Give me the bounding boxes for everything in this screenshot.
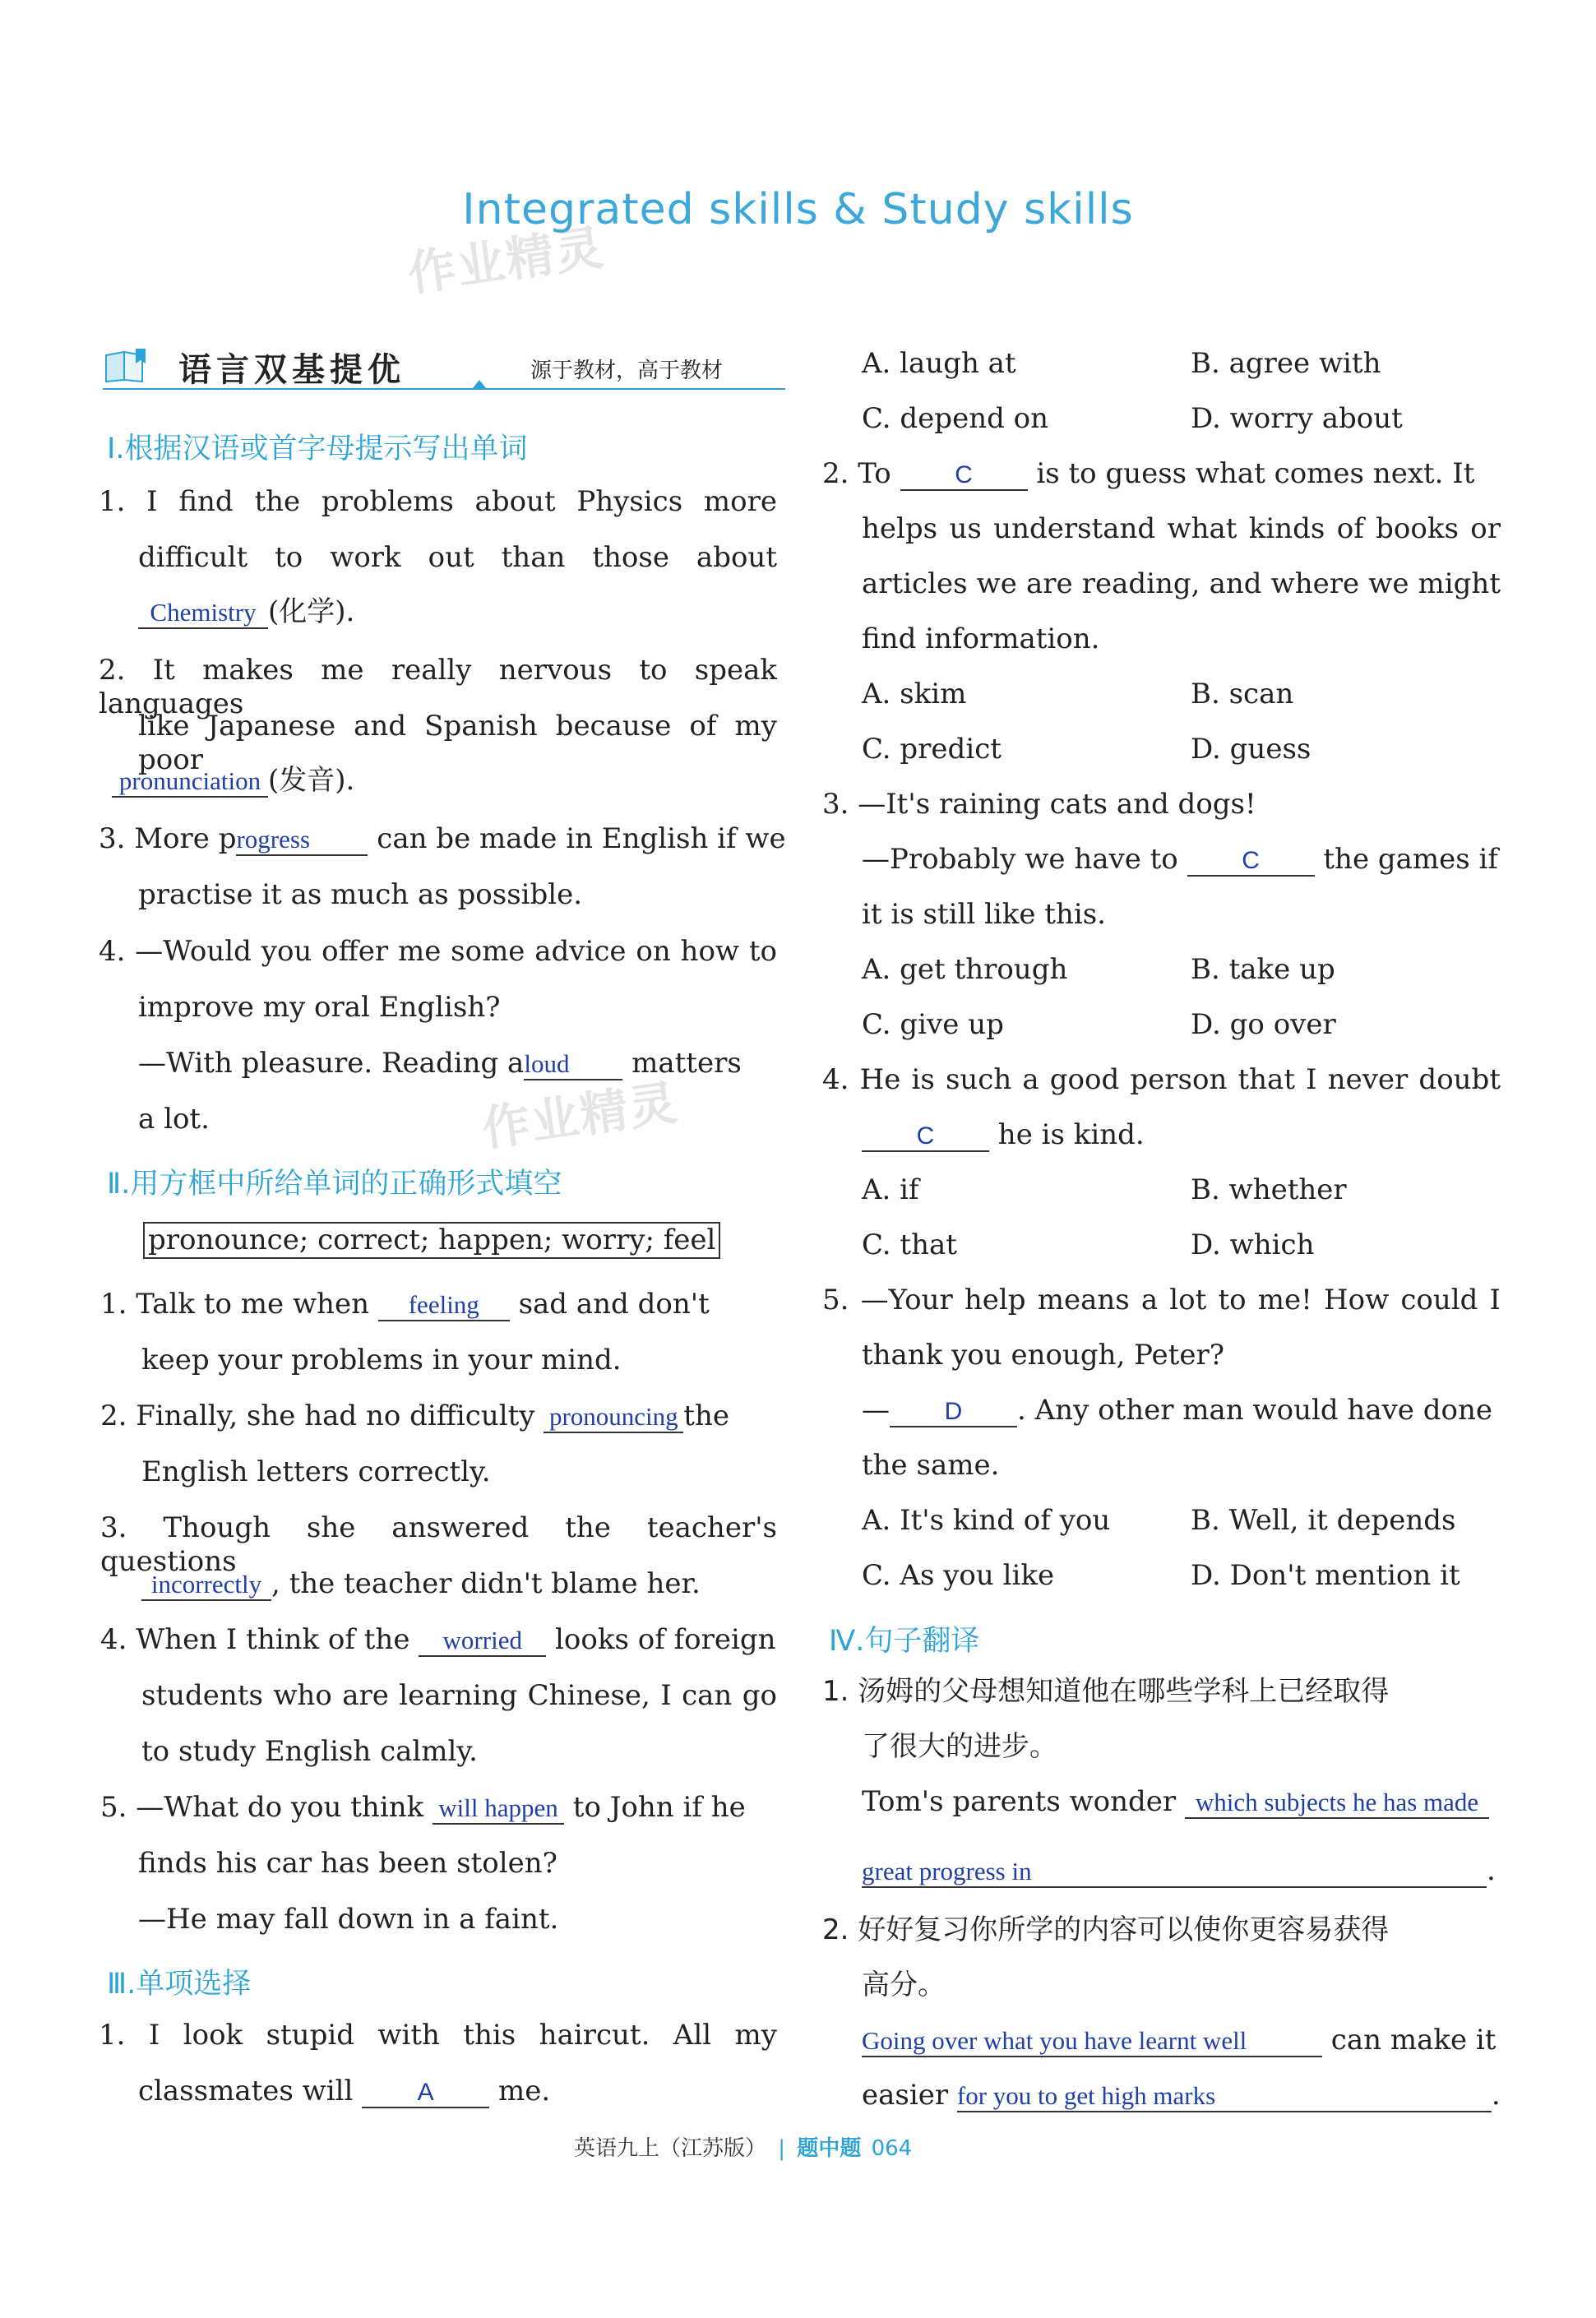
footer-section: 题中题 xyxy=(797,2136,862,2161)
answer-text: Chemistry xyxy=(150,598,257,627)
question-text: 5. —What do you think xyxy=(100,1791,433,1824)
question-text: —Probably we have to xyxy=(862,843,1187,876)
question-text: 3. More p xyxy=(99,822,237,855)
answer-text: pronouncing xyxy=(548,1402,678,1431)
answer-text: loud xyxy=(524,1049,570,1078)
question-text: the games if xyxy=(1314,843,1498,876)
answer-blank xyxy=(141,1569,271,1601)
s2-q3-line2 xyxy=(141,1567,701,1601)
s4-q2-line2: 高分。 xyxy=(862,1969,946,2001)
s3-q1-line1: 1. I look stupid with this haircut. All my xyxy=(99,2019,777,2052)
question-text: can be made in English if we xyxy=(368,822,786,855)
s3-q1-option-a: A. laugh at xyxy=(862,347,1016,380)
watermark-middle: 作业精灵 xyxy=(479,1074,682,1158)
s2-q4-line3: to study English calmly. xyxy=(141,1735,478,1768)
s3-q3-line3: it is still like this. xyxy=(862,898,1106,931)
question-text: matters xyxy=(622,1047,742,1080)
question-text: sad and don't xyxy=(509,1288,710,1321)
s1-q2-line1: 2. It makes me really nervous to speak languages xyxy=(99,654,777,720)
banner-underline xyxy=(103,388,785,390)
question-text: 2. To xyxy=(822,457,900,490)
answer-blank xyxy=(419,1625,546,1657)
question-text: 1. Talk to me when xyxy=(100,1288,378,1321)
hint-text: (发音). xyxy=(268,764,355,797)
section-4-heading: Ⅳ.句子翻译 xyxy=(829,1625,980,1658)
s3-q5-option-d: D. Don't mention it xyxy=(1191,1559,1460,1592)
s3-q4-line1: 4. He is such a good person that I never doubt xyxy=(822,1063,1501,1096)
banner-heading: 语言双基提优 xyxy=(178,351,405,389)
s4-q1-line2: 了很大的进步。 xyxy=(862,1730,1057,1763)
s3-q2-option-a: A. skim xyxy=(862,678,967,710)
s3-q1-line2 xyxy=(138,2075,550,2108)
section-3-heading: Ⅲ.单项选择 xyxy=(107,1968,252,2001)
s3-q1-option-d: D. worry about xyxy=(1191,402,1403,435)
s3-q5-option-a: A. It's kind of you xyxy=(862,1504,1111,1537)
question-text: — xyxy=(862,1394,890,1427)
s3-q1-option-c: C. depend on xyxy=(862,402,1049,435)
answer-text: feeling xyxy=(408,1290,479,1319)
s3-q3-option-b: B. take up xyxy=(1191,953,1335,986)
watermark-top: 作业精灵 xyxy=(405,219,608,303)
s4-q1-line3 xyxy=(862,1785,1489,1819)
s3-q5-line2: thank you enough, Peter? xyxy=(862,1339,1224,1372)
s2-q4-line1 xyxy=(100,1623,776,1657)
s2-q4-line2: students who are learning Chinese, I can go xyxy=(141,1679,777,1712)
question-text: . Any other man would have done xyxy=(1017,1394,1492,1427)
question-text: is to guess what comes next. It xyxy=(1027,457,1475,490)
s3-q3-option-c: C. give up xyxy=(862,1008,1004,1041)
s3-q3-line2 xyxy=(862,843,1498,877)
triangle-icon xyxy=(473,380,486,388)
footer-book: 英语九上（江苏版） xyxy=(574,2136,767,2161)
s2-q2-line1 xyxy=(100,1400,729,1433)
s3-q2-option-c: C. predict xyxy=(862,733,1002,766)
footer-divider: | xyxy=(778,2136,786,2161)
answer-blank xyxy=(524,1048,622,1080)
answer-text: incorrectly xyxy=(150,1570,262,1599)
s3-q4-option-a: A. if xyxy=(862,1173,919,1206)
s3-q2-line3: articles we are reading, and where we might xyxy=(862,567,1501,600)
s4-q2-line4 xyxy=(862,2079,1501,2112)
s2-q5-line1 xyxy=(100,1791,746,1825)
answer-blank xyxy=(362,2076,489,2108)
word-box: pronounce; correct; happen; worry; feel xyxy=(143,1222,720,1259)
answer-text: which subjects he has made xyxy=(1195,1788,1479,1816)
question-text: the xyxy=(683,1400,729,1432)
answer-blank xyxy=(112,766,268,798)
s3-q4-option-c: C. that xyxy=(862,1228,957,1261)
s3-q2-line1 xyxy=(822,457,1501,491)
answer-blank xyxy=(544,1401,683,1433)
s3-q3-option-a: A. get through xyxy=(862,953,1068,986)
question-text: me. xyxy=(489,2075,551,2107)
s1-q4-line2: improve my oral English? xyxy=(138,991,501,1024)
answer-blank xyxy=(433,1793,564,1825)
s3-q5-line3 xyxy=(862,1394,1492,1427)
footer xyxy=(574,2131,912,2162)
s1-q2-line2: like Japanese and Spanish because of my poor xyxy=(138,710,777,776)
answer-text: for you to get high marks xyxy=(956,2081,1216,2110)
s2-q1-line1 xyxy=(100,1288,777,1321)
s3-q5-option-c: C. As you like xyxy=(862,1559,1055,1592)
s4-q2-line3 xyxy=(862,2024,1496,2057)
answer-blank xyxy=(890,1395,1017,1427)
answer-text: worried xyxy=(442,1626,522,1654)
s2-q5-line3: —He may fall down in a faint. xyxy=(138,1903,559,1936)
book-icon xyxy=(103,347,149,383)
s4-q1-line4 xyxy=(862,1854,1496,1888)
answer-blank xyxy=(862,2025,1322,2057)
page-title: Integrated skills & Study skills xyxy=(462,185,1134,234)
s3-q2-line2: helps us understand what kinds of books or xyxy=(862,512,1501,545)
question-text: 2. Finally, she had no difficulty xyxy=(100,1400,544,1432)
answer-text: C xyxy=(1242,847,1260,874)
s3-q4-option-b: B. whether xyxy=(1191,1173,1347,1206)
s3-q5-line1: 5. —Your help means a lot to me! How could I xyxy=(822,1284,1501,1316)
answer-text: Going over what you have learnt well xyxy=(862,2026,1247,2055)
s1-q1-line3 xyxy=(138,595,354,629)
answer-blank xyxy=(900,459,1028,491)
question-text: —With pleasure. Reading a xyxy=(138,1047,525,1080)
section-2-heading: Ⅱ.用方框中所给单词的正确形式填空 xyxy=(107,1168,562,1201)
question-text: easier xyxy=(862,2079,957,2112)
s3-q3-line1: 3. —It's raining cats and dogs! xyxy=(822,788,1256,821)
answer-text: C xyxy=(955,461,973,488)
question-text: Tom's parents wonder xyxy=(862,1785,1185,1818)
s3-q3-option-d: D. go over xyxy=(1191,1008,1336,1041)
question-text: . xyxy=(1491,2079,1501,2112)
s1-q4-line3 xyxy=(138,1047,742,1080)
s3-q1-option-b: B. agree with xyxy=(1191,347,1381,380)
answer-blank xyxy=(862,1120,989,1152)
s4-q2-line1: 2. 好好复习你所学的内容可以使你更容易获得 xyxy=(822,1913,1390,1946)
answer-text: C xyxy=(916,1122,935,1150)
s3-q4-line2 xyxy=(862,1118,1145,1152)
answer-blank xyxy=(378,1289,510,1321)
answer-blank xyxy=(1185,1787,1489,1819)
section-1-heading: Ⅰ.根据汉语或首字母提示写出单词 xyxy=(107,433,528,465)
answer-text: D xyxy=(944,1398,963,1425)
s3-q2-line4: find information. xyxy=(862,622,1100,655)
s2-q5-line2: finds his car has been stolen? xyxy=(138,1847,557,1880)
footer-page-number: 064 xyxy=(871,2136,913,2161)
answer-blank xyxy=(138,597,268,629)
question-text: . xyxy=(1487,1854,1496,1887)
s2-q1-line2: keep your problems in your mind. xyxy=(141,1344,622,1376)
answer-text: A xyxy=(417,2079,434,2106)
answer-blank xyxy=(862,1856,1487,1888)
answer-text: great progress in xyxy=(862,1857,1032,1885)
question-text: he is kind. xyxy=(989,1118,1145,1151)
question-text: 4. When I think of the xyxy=(100,1623,419,1656)
hint-text: (化学). xyxy=(268,595,355,628)
s3-q4-option-d: D. which xyxy=(1191,1228,1315,1261)
question-text: can make it xyxy=(1322,2024,1497,2057)
s3-q2-option-b: B. scan xyxy=(1191,678,1294,710)
s1-q3-line1 xyxy=(99,822,786,856)
question-text: classmates will xyxy=(138,2075,363,2107)
s1-q2-line3 xyxy=(112,764,354,798)
s1-q4-line1: 4. —Would you offer me some advice on how to xyxy=(99,935,777,968)
question-text: to John if he xyxy=(564,1791,746,1824)
question-text: , the teacher didn't blame her. xyxy=(271,1567,701,1600)
banner-subtitle: 源于教材，高于教材 xyxy=(530,359,724,383)
s1-q4-line4: a lot. xyxy=(138,1103,210,1136)
s2-q3-line1: 3. Though she answered the teacher's questions xyxy=(100,1511,777,1578)
answer-blank xyxy=(236,824,368,856)
answer-text: will happen xyxy=(438,1793,558,1822)
s1-q3-line2: practise it as much as possible. xyxy=(138,878,583,911)
s3-q2-option-d: D. guess xyxy=(1191,733,1311,766)
question-text: looks of foreign xyxy=(546,1623,776,1656)
s2-q2-line2: English letters correctly. xyxy=(141,1455,491,1488)
answer-blank xyxy=(957,2080,1492,2112)
answer-text: rogress xyxy=(236,825,311,854)
s1-q1-line1: 1. I find the problems about Physics more xyxy=(99,485,777,518)
s4-q1-line1: 1. 汤姆的父母想知道他在哪些学科上已经取得 xyxy=(822,1675,1390,1708)
s3-q5-option-b: B. Well, it depends xyxy=(1191,1504,1456,1537)
s1-q1-line2: difficult to work out than those about xyxy=(138,541,777,574)
answer-text: pronunciation xyxy=(118,766,261,795)
answer-blank xyxy=(1187,844,1315,877)
section-banner xyxy=(103,344,785,390)
s3-q5-line4: the same. xyxy=(862,1449,1000,1482)
